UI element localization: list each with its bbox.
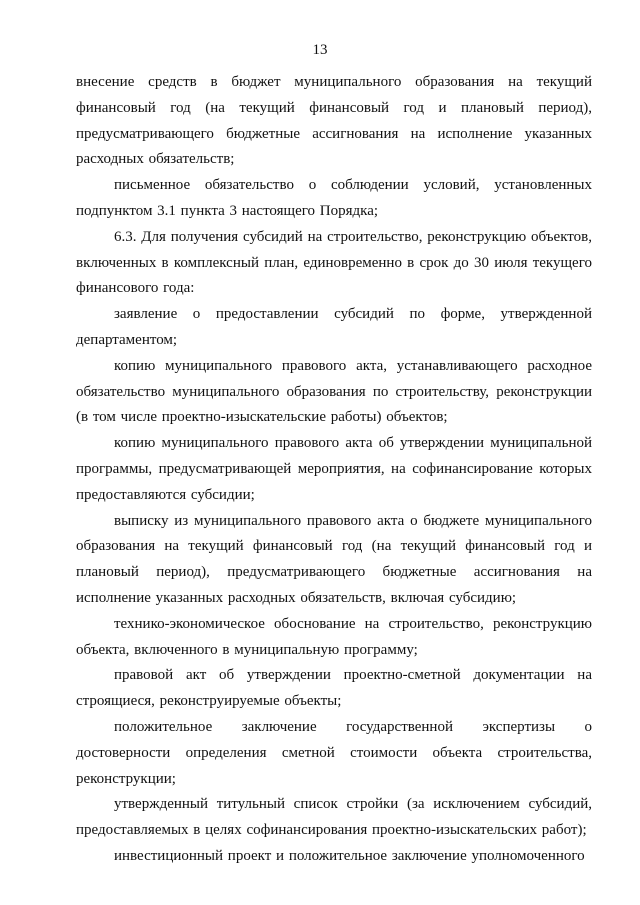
paragraph-legal-act-copy: копию муниципального правового акта, устанавливающего расходное обязательство муниципального образования по строительству, реконструкции (в том числе проектно-изыскательские работы) объектов; [76, 357, 592, 426]
paragraph-design-documentation: правовой акт об утверждении проектно-сметной документации на строящиеся, реконструируемые объекты; [76, 667, 592, 710]
paragraph-written-obligation: письменное обязательство о соблюдении условий, установленных подпунктом 3.1 пункта 3 настоящего Порядка; [76, 177, 592, 219]
paragraph-continuation: внесение средств в бюджет муниципального образования на текущий финансовый год (на текущий финансовый год и плановый период), предусматривающего бюджетные ассигнования на исполнение указанных расходных обязательств; [76, 74, 592, 168]
page-number: 13 [312, 42, 328, 58]
paragraph-investment-project: инвестиционный проект и положительное заключение уполномоченного [114, 847, 585, 864]
document-body [76, 70, 592, 870]
paragraph-state-expertise: положительное заключение государственной экспертизы о достоверности определения сметной стоимости объекта строительства, реконструкции; [76, 718, 592, 787]
paragraph-feasibility-study: технико-экономическое обоснование на строительство, реконструкцию объекта, включенного в муниципальную программу; [76, 615, 592, 658]
paragraph-title-list: утвержденный титульный список стройки (за исключением субсидий, предоставляемых в целях софинансирования проектно-изыскательских работ); [76, 796, 592, 839]
paragraph-program-act-copy: копию муниципального правового акта об утверждении муниципальной программы, предусматривающей мероприятия, на софинансирование которых предоставляются субсидии; [76, 435, 592, 503]
paragraph-budget-extract: выписку из муниципального правового акта о бюджете муниципального образования на текущий финансовый год (на текущий финансовый год и плановый период), предусматривающего бюджетные ассигнования на исполнение указанных расходных обязательств, включая субсидию; [76, 512, 592, 606]
paragraph-application: заявление о предоставлении субсидий по форме, утвержденной департаментом; [76, 306, 592, 348]
paragraph-clause-6-3: 6.3. Для получения субсидий на строительство, реконструкцию объектов, включенных в комплексный план, единовременно в срок до 30 июля текущего финансового года: [76, 228, 592, 297]
